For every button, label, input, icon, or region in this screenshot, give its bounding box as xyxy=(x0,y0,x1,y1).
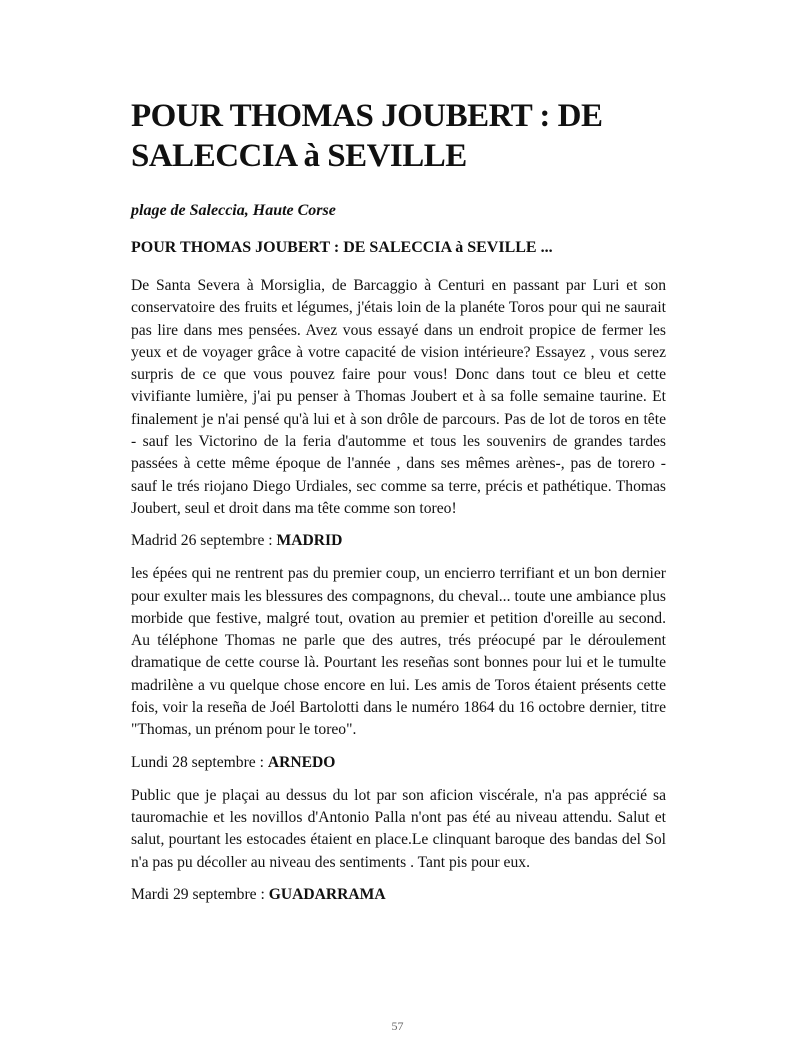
entry-paragraph-madrid: les épées qui ne rentrent pas du premier coup, un encierro terrifiant et un bon dernier pour exulter mais les blessures des compagnons, du cheval... toute une ambiance plus morbide que festive, malgré tout, ovation au premier et petition d'oreille au second. Au téléphone Thomas ne parle que des autres, trés préocupé par le déroulement dramatique de cette course là. Pourtant les reseñas sont bonnes pour lui et le tumulte madrilène a vu quelque chose encore en lui. Les amis de Toros étaient présents cette fois, voir la reseña de Joél Bartolotti dans le numéro 1864 du 16 octobre dernier, titre "Thomas, un prénom pour le toreo". xyxy=(131,565,666,739)
entry-paragraph-arnedo: Public que je plaçai au dessus du lot par son aficion viscérale, n'a pas apprécié sa tauromachie et les novillos d'Antonio Palla n'ont pas été au niveau attendu. Salut et salut, pourtant les estocades étaient en place.Le clinquant baroque des bandas del Sol n'a pas pu décoller au niveau des sentiments . Tant pis pour eux. xyxy=(131,786,666,871)
entry-date: Madrid 26 septembre : xyxy=(131,532,277,550)
entry-date-guadarrama xyxy=(131,884,666,906)
entry-place: MADRID xyxy=(276,532,343,550)
article-subtitle: plage de Saleccia, Haute Corse xyxy=(131,202,336,219)
entry-date: Mardi 29 septembre : xyxy=(131,885,269,903)
entry-place: ARNEDO xyxy=(267,753,336,771)
article-title: POUR THOMAS JOUBERT : DE SALECCIA à SEVILLE xyxy=(131,98,603,174)
article-heading: POUR THOMAS JOUBERT : DE SALECCIA à SEVILLE ... xyxy=(131,239,553,256)
page-number: 57 xyxy=(391,1019,404,1033)
document-page xyxy=(131,96,666,917)
entry-date-arnedo xyxy=(131,752,666,774)
entry-date: Lundi 28 septembre : xyxy=(131,753,268,771)
entry-place: GUADARRAMA xyxy=(268,885,386,903)
intro-paragraph: De Santa Severa à Morsiglia, de Barcaggio à Centuri en passant par Luri et son conservatoire des fruits et légumes, j'étais loin de la planéte Toros pour qui ne saurait pas lire dans mes pensées. Avez vous essayé dans un endroit propice de fermer les yeux et de voyager grâce à votre capacité de vision intérieure? Essayez , vous serez surpris de ce que vous pouvez faire pour vous! Donc dans tout ce bleu et cette vivifiante lumière, j'ai pu penser à Thomas Joubert et à sa folle semaine taurine. Et finalement je n'ai pensé qu'à lui et à son drôle de parcours. Pas de lot de toros en tête - sauf les Victorino de la feria d'automme et tous les souvenirs de grandes tardes passées à cette même époque de l'année , dans ses mêmes arènes-, pas de torero - sauf le trés riojano Diego Urdiales, sec comme sa terre, précis et pathétique. Thomas Joubert, seul et droit dans ma tête comme son toreo! xyxy=(131,277,666,517)
entry-date-madrid xyxy=(131,530,666,552)
